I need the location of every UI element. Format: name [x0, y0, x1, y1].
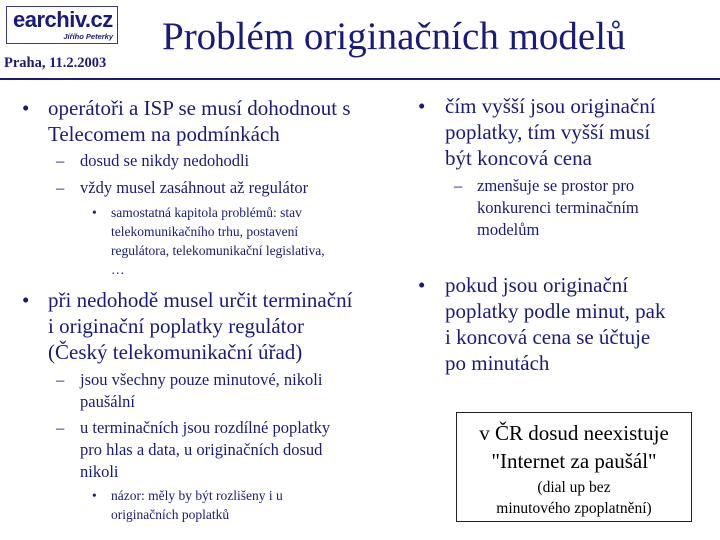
slide-title: Problém originačních modelů: [162, 15, 626, 58]
sub-bullet-text-line: u terminačních jsou rozdílné poplatky: [80, 418, 331, 437]
right-sub-1: [454, 175, 704, 241]
sub-bullet-marker: –: [454, 176, 463, 195]
bullet-marker: •: [22, 288, 30, 312]
sub-bullet-text-line: modelům: [477, 220, 540, 239]
sub-bullet-text-line: nikoli: [80, 462, 119, 481]
bullet-text-line: při nedohodě musel určit terminační: [48, 288, 353, 312]
subsub-text-line: …: [111, 262, 125, 277]
callout-note-line: minutového zpoplatnění): [496, 500, 652, 517]
callout-line-2: "Internet za paušál": [491, 449, 657, 473]
callout-note: [457, 477, 691, 519]
callout-note-line: (dial up bez: [537, 479, 611, 496]
bullet-text-line: i koncová cena se účtuje: [445, 325, 651, 349]
sub-bullet-text-line: zmenšuje se prostor pro: [477, 176, 635, 195]
right-bullet-1: [418, 93, 708, 171]
subsub-bullet-marker: •: [92, 205, 97, 220]
sub-bullet-marker: –: [56, 151, 65, 170]
subsub-text-line: telekomunikačního trhu, postavení: [111, 224, 299, 239]
subsub-text-line: originačních poplatků: [111, 507, 230, 522]
left-sub-1-1: [56, 150, 396, 172]
subsub-bullet-marker: •: [92, 488, 97, 503]
bullet-text-line: Telecomem na podmínkách: [48, 122, 280, 146]
bullet-text-line: (Český telekomunikační úřad): [48, 340, 303, 364]
sub-bullet-text-line: vždy musel zasáhnout až regulátor: [80, 178, 309, 197]
subsub-text-line: názor: měly by být rozlišeny i u: [111, 488, 283, 503]
bullet-marker: •: [418, 94, 426, 118]
subsub-text-line: samostatná kapitola problémů: stav: [111, 205, 302, 220]
sub-bullet-text-line: konkurenci terminačním: [477, 198, 639, 217]
left-sub-2-2: [56, 417, 396, 483]
left-bullet-1: [22, 95, 402, 147]
sub-bullet-marker: –: [56, 370, 65, 389]
sub-bullet-text-line: pro hlas a data, u originačních dosud: [80, 440, 323, 459]
sub-bullet-marker: –: [56, 418, 65, 437]
bullet-text-line: operátoři a ISP se musí dohodnout s: [48, 96, 351, 120]
bullet-text-line: i originační poplatky regulátor: [48, 314, 305, 338]
right-bullet-2: [418, 272, 713, 376]
bullet-text-line: poplatky, tím vyšší musí: [445, 120, 651, 144]
left-subsub-2: [92, 486, 402, 524]
sub-bullet-text-line: jsou všechny pouze minutové, nikoli: [80, 370, 323, 389]
logo-subtitle: Jiřího Peterky: [63, 32, 113, 41]
sub-bullet-text-line: paušální: [80, 392, 135, 411]
left-subsub-1: [92, 203, 402, 279]
sub-bullet-marker: –: [56, 178, 65, 197]
subsub-text-line: regulátora, telekomunikační legislativa,: [111, 243, 325, 258]
bullet-text-line: být koncová cena: [445, 146, 592, 170]
bullet-text-line: po minutách: [445, 351, 550, 375]
callout-line-1: v ČR dosud neexistuje: [479, 421, 669, 445]
logo-wordmark: earchiv.cz: [13, 7, 113, 32]
bullet-marker: •: [22, 96, 30, 120]
callout-box: [456, 412, 692, 522]
bullet-text-line: čím vyšší jsou originační: [445, 94, 656, 118]
bullet-marker: •: [418, 273, 426, 297]
place-date: Praha, 11.2.2003: [4, 55, 107, 71]
left-sub-2-1: [56, 369, 396, 413]
logo: [6, 6, 118, 44]
bullet-text-line: pokud jsou originační: [445, 273, 629, 297]
sub-bullet-text-line: dosud se nikdy nedohodli: [80, 151, 250, 170]
header-divider: [0, 78, 720, 80]
bullet-text-line: poplatky podle minut, pak: [445, 299, 666, 323]
left-bullet-2: [22, 287, 402, 365]
left-sub-1-2: [56, 177, 396, 199]
